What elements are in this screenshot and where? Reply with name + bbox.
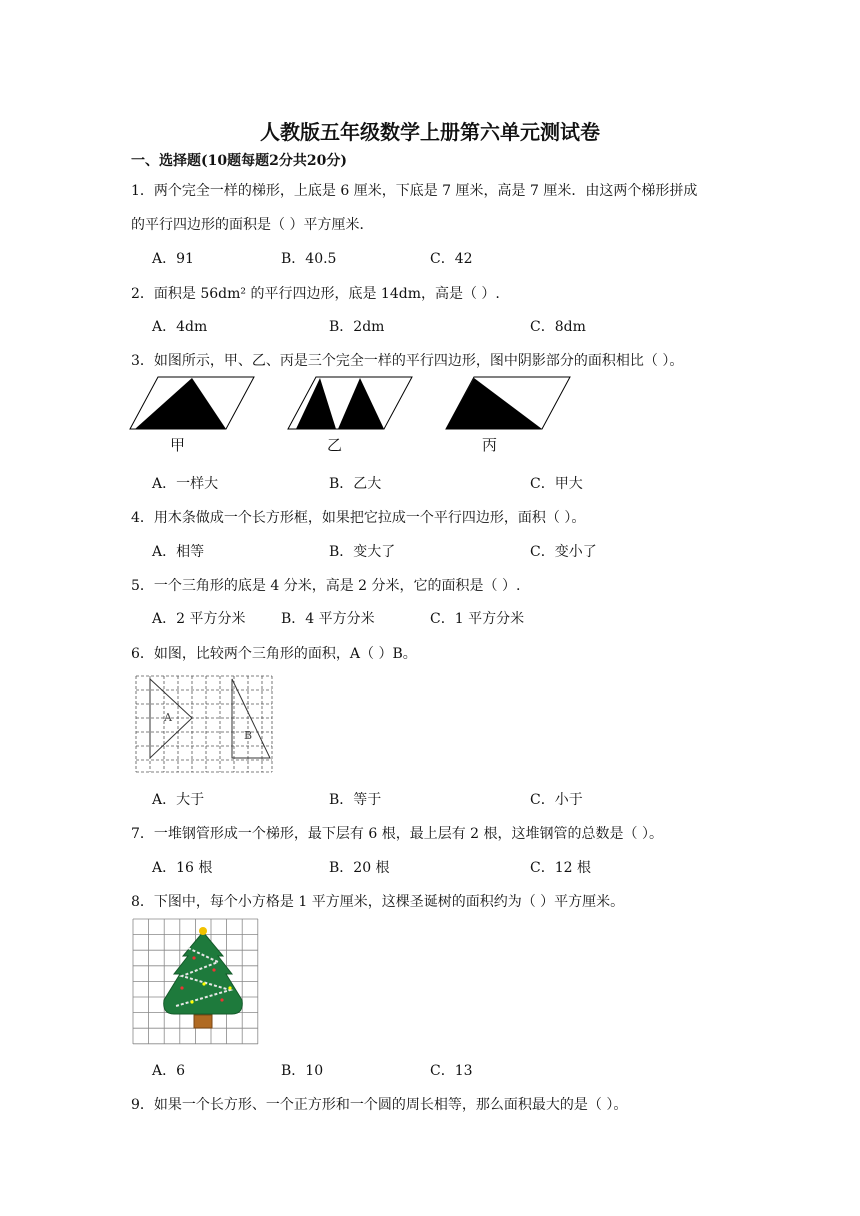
figure-label-yi: 乙 <box>327 436 343 454</box>
question-5-option-a: A．2 平方分米 <box>152 611 246 627</box>
figure-label-jia: 甲 <box>170 436 186 454</box>
question-5-line-1: 5．一个三角形的底是 4 分米，高是 2 分米，它的面积是（ ）. <box>131 578 521 594</box>
question-4-option-a: A．相等 <box>152 544 205 560</box>
question-6-option-a: A．大于 <box>152 792 205 808</box>
question-2-line-1: 2．面积是 56dm² 的平行四边形，底是 14dm，高是（ ）. <box>131 286 500 302</box>
triangle-grid-figure <box>136 676 274 774</box>
parallelogram-bing-figure <box>446 376 576 432</box>
triangle-b-label: B <box>244 729 253 742</box>
parallelogram-yi-figure <box>288 376 418 432</box>
question-8-option-c: C．13 <box>430 1063 473 1079</box>
question-8-line-1: 8．下图中，每个小方格是 1 平方厘米，这棵圣诞树的面积约为（ ）平方厘米。 <box>131 894 625 910</box>
question-3-option-a: A．一样大 <box>152 476 219 492</box>
question-2-option-c: C．8dm <box>530 319 586 335</box>
question-4-option-c: C．变小了 <box>530 544 597 560</box>
question-7-line-1: 7．一堆钢管形成一个梯形，最下层有 6 根，最上层有 2 根，这堆钢管的总数是（ ）。 <box>131 826 663 842</box>
question-7-option-a: A．16 根 <box>152 860 213 876</box>
question-9-line-1: 9．如果一个长方形、一个正方形和一个圆的周长相等，那么面积最大的是（ ）。 <box>131 1097 628 1113</box>
question-5-option-c: C．1 平方分米 <box>430 611 525 627</box>
question-8-option-b: B．10 <box>281 1063 324 1079</box>
question-8-option-a: A．6 <box>152 1063 186 1079</box>
page-title: 人教版五年级数学上册第六单元测试卷 <box>260 120 600 144</box>
question-1-line-2: 的平行四边形的面积是（ ）平方厘米． <box>131 217 374 233</box>
parallelogram-jia-figure <box>130 376 260 432</box>
christmas-tree-grid-figure <box>132 918 260 1046</box>
question-3-option-b: B．乙大 <box>329 476 382 492</box>
question-1-line-1: 1．两个完全一样的梯形，上底是 6 厘米，下底是 7 厘米，高是 7 厘米．由这两个梯形拼成 <box>131 183 698 199</box>
question-1-option-a: A．91 <box>152 251 194 267</box>
question-6-option-c: C．小于 <box>530 792 583 808</box>
triangle-a-label: A <box>164 711 172 724</box>
question-7-option-b: B．20 根 <box>329 860 390 876</box>
question-1-option-c: C．42 <box>430 251 473 267</box>
question-4-option-b: B．变大了 <box>329 544 396 560</box>
question-4-line-1: 4．用木条做成一个长方形框，如果把它拉成一个平行四边形，面积（ ）。 <box>131 510 586 526</box>
question-1-option-b: B．40.5 <box>281 251 337 267</box>
question-6-line-1: 6．如图，比较两个三角形的面积，A（ ）B。 <box>131 646 417 662</box>
figure-label-bing: 丙 <box>482 436 498 454</box>
section-heading: 一、选择题(10题每题2分共20分) <box>131 153 347 169</box>
question-3-line-1: 3．如图所示，甲、乙、丙是三个完全一样的平行四边形，图中阴影部分的面积相比（ ）。 <box>131 353 684 369</box>
question-3-option-c: C．甲大 <box>530 476 583 492</box>
question-2-option-b: B．2dm <box>329 319 385 335</box>
question-5-option-b: B．4 平方分米 <box>281 611 375 627</box>
question-6-option-b: B．等于 <box>329 792 382 808</box>
question-2-option-a: A．4dm <box>152 319 208 335</box>
question-7-option-c: C．12 根 <box>530 860 591 876</box>
